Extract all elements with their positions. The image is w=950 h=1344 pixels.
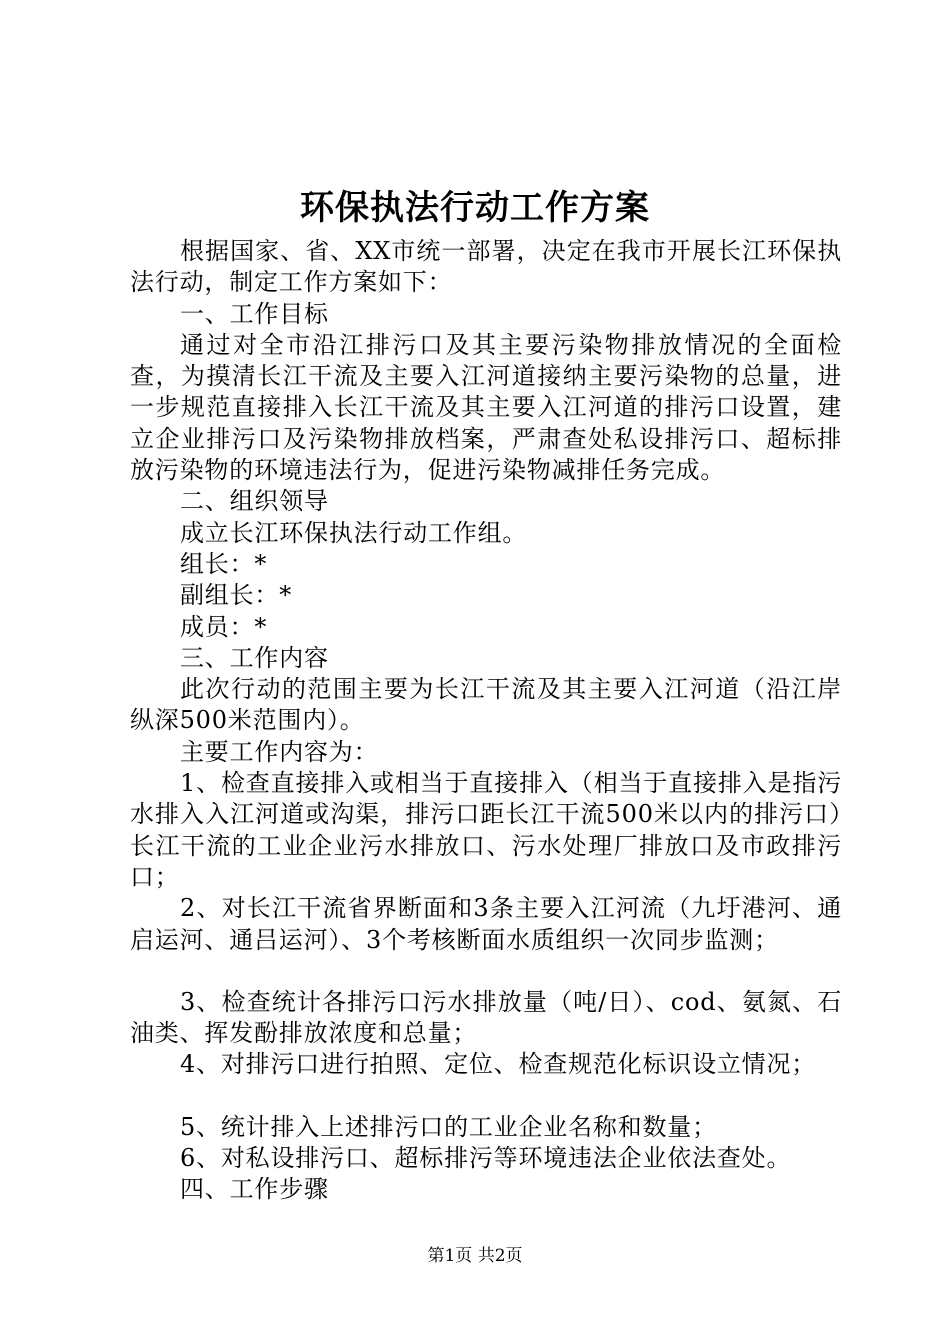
intro-paragraph: 根据国家、省、XX市统一部署，决定在我市开展长江环保执法行动，制定工作方案如下： xyxy=(130,237,842,297)
document-body xyxy=(130,236,842,1206)
page-number-footer: 第1页 共2页 xyxy=(427,1246,523,1266)
members-line: 成员：* xyxy=(180,612,268,641)
document-title: 环保执法行动工作方案 xyxy=(300,188,650,228)
task-item-1: 1、检查直接排入或相当于直接排入（相当于直接排入是指污水排入入江河道或沟渠，排污口距长江干流500米以内的排污口）长江干流的工业企业污水排放口、污水处理厂排放口及市政排污口； xyxy=(130,769,842,891)
paragraph-gap xyxy=(130,1081,842,1112)
task-item-2: 2、对长江干流省界断面和3条主要入江河流（九圩港河、通启运河、通吕运河）、3个考核断面水质组织一次同步监测； xyxy=(130,894,842,954)
scope-paragraph: 此次行动的范围主要为长江干流及其主要入江河道（沿江岸纵深500米范围内）。 xyxy=(130,675,842,735)
organization-paragraph: 成立长江环保执法行动工作组。 xyxy=(180,518,528,547)
deputy-leader-line: 副组长：* xyxy=(180,581,292,610)
task-item-4: 4、对排污口进行拍照、定位、检查规范化标识设立情况； xyxy=(180,1050,817,1079)
section-heading-goals: 一、工作目标 xyxy=(180,299,329,328)
section-heading-steps: 四、工作步骤 xyxy=(180,1175,329,1204)
task-item-3: 3、检查统计各排污口污水排放量（吨/日）、cod、氨氮、石油类、挥发酚排放浓度和总量； xyxy=(130,987,842,1048)
paragraph-gap xyxy=(130,956,842,987)
section-heading-content: 三、工作内容 xyxy=(180,643,329,672)
task-item-5: 5、统计排入上述排污口的工业企业名称和数量； xyxy=(180,1112,717,1141)
team-leader-line: 组长：* xyxy=(180,549,268,578)
task-item-6: 6、对私设排污口、超标排污等环境违法企业依法查处。 xyxy=(180,1144,792,1173)
main-content-label: 主要工作内容为： xyxy=(180,737,379,766)
section-heading-organization: 二、组织领导 xyxy=(180,487,329,516)
goals-paragraph: 通过对全市沿江排污口及其主要污染物排放情况的全面检查，为摸清长江干流及主要入江河道接纳主要污染物的总量，进一步规范直接排入长江干流及其主要入江河道的排污口设置，建立企业排污口及污染物排放档案，严肃查处私设排污口、超标排放污染物的环境违法行为，促进污染物减排任务完成。 xyxy=(130,330,842,485)
